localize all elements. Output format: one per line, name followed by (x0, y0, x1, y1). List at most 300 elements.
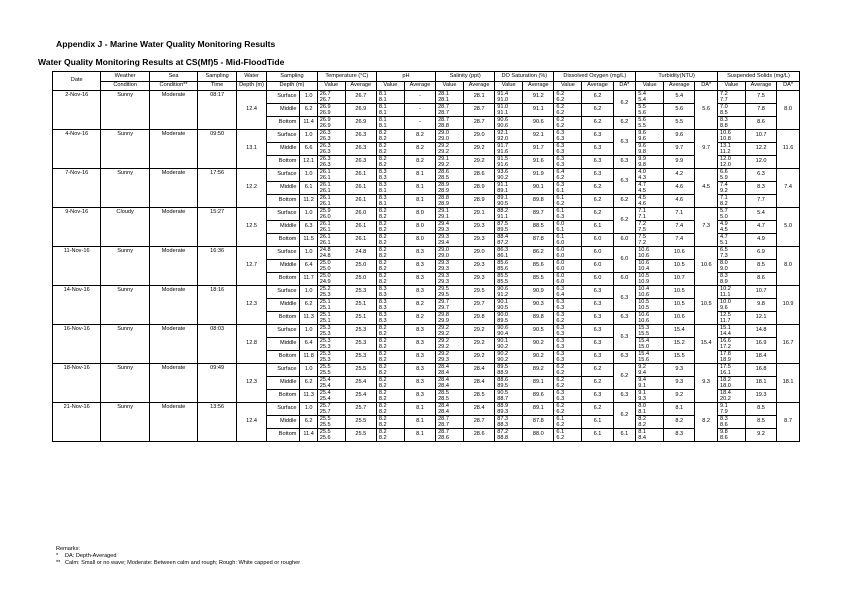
ss-value-cell (717, 169, 745, 182)
ph-value-1: 8.2 (378, 143, 387, 149)
temp-average-cell (345, 234, 376, 247)
do-value-cell (554, 156, 582, 169)
sal-avg: 28.4 (473, 405, 485, 412)
do-saturation-average-cell (523, 390, 554, 403)
sampling-level-cell (267, 247, 300, 260)
ss-average-cell (745, 260, 776, 273)
ph-value-1: 8.1 (378, 104, 387, 110)
do-avg: 6.2 (593, 184, 602, 191)
do-avg: 6.2 (593, 405, 602, 412)
temp-avg: 25.5 (355, 366, 367, 373)
dosat-value-1: 92.1 (497, 130, 509, 136)
ss-average-cell (745, 91, 776, 104)
dosat-value-1: 87.5 (497, 221, 509, 227)
header-ss-da: DA* (777, 82, 800, 91)
do-da-upper: 6.3 (620, 177, 629, 184)
do-saturation-value-cell (495, 390, 523, 403)
turb-avg: 5.6 (675, 106, 684, 113)
remark-text: Calm: Small or no wave; Moderate: Between calm and rough; Rough: White capped or rougher (65, 560, 301, 566)
turbidity-average-cell (664, 234, 695, 247)
ss-value-1: 8.3 (719, 416, 728, 422)
dosat-avg: 89.7 (532, 210, 544, 217)
salinity-average-cell (464, 273, 495, 286)
sampling-depth-cell (300, 338, 317, 351)
header-suspended-solids: Suspended Solids (mg/L) (717, 72, 799, 82)
ph-value-1: 8.2 (378, 429, 387, 435)
temp-avg: 25.3 (355, 288, 367, 295)
date-cell (53, 364, 101, 403)
turb-value-2: 10.4 (638, 266, 650, 272)
ss-value-2: 4.5 (719, 227, 728, 233)
do-average-cell (582, 312, 613, 325)
sal-value-2: 28.7 (438, 422, 449, 428)
sal-value-2: 29.4 (438, 240, 449, 246)
ph-value-cell (376, 117, 404, 130)
temp-value-1: 25.3 (319, 351, 331, 357)
ph-value-2: 8.2 (378, 331, 387, 337)
turbidity-average-cell (664, 403, 695, 416)
ss-value-cell (717, 130, 745, 143)
sal-value-2: 29.3 (438, 279, 449, 285)
do-value-1: 6.3 (556, 182, 565, 188)
dosat-value-1: 91.0 (497, 104, 509, 110)
dosat-value-2: 91.1 (497, 214, 509, 220)
ph-value-1: 8.3 (378, 169, 387, 175)
ph-value-1: 8.2 (378, 208, 387, 214)
ph-average-cell (404, 351, 435, 364)
do-saturation-average-cell (523, 364, 554, 377)
sampling-level-cell (267, 208, 300, 221)
sal-value-2: 28.1 (438, 97, 449, 103)
turb-value-2: 9.6 (638, 136, 646, 142)
sal-value-2: 28.5 (438, 396, 449, 402)
sampling-time-cell (198, 130, 237, 169)
ss-avg: 6.9 (757, 249, 765, 256)
do-value-cell (554, 91, 582, 104)
sampling-depth-cell (300, 156, 317, 169)
date-cell (53, 91, 101, 130)
do-avg: 6.3 (593, 327, 602, 334)
temp-value-1: 26.9 (319, 117, 331, 123)
ph-value-1: 8.3 (378, 182, 387, 188)
temp-value-2: 25.1 (319, 318, 331, 324)
ss-avg: 9.2 (757, 431, 765, 438)
turb-avg: 7.4 (675, 236, 684, 243)
do-value-2: 6.2 (556, 422, 565, 428)
table-row (53, 286, 800, 299)
ph-avg: 8.3 (416, 262, 424, 269)
do-value-cell (554, 364, 582, 377)
ss-value-1: 4.9 (719, 221, 728, 227)
ss-value-2: 8.9 (719, 279, 728, 285)
sal-avg: 29.0 (473, 132, 485, 139)
ss-value-cell (717, 247, 745, 260)
ph-value-cell (376, 104, 404, 117)
do-value-cell (554, 260, 582, 273)
remarks (56, 546, 300, 567)
turb-value-1: 10.5 (638, 273, 650, 279)
do-da-bottom-cell (613, 195, 636, 208)
date-text: 18-Nov-16 (63, 365, 90, 371)
dosat-avg: 85.5 (532, 275, 544, 282)
table-row (53, 91, 800, 104)
sampling-time-cell (198, 91, 237, 130)
header-do-da: DA* (613, 82, 636, 91)
ss-value-cell (717, 338, 745, 351)
ss-value-cell (717, 234, 745, 247)
ph-average-cell (404, 416, 435, 429)
turb-avg: 7.1 (675, 210, 684, 217)
ph-value-cell (376, 221, 404, 234)
water-depth-text: 12.5 (246, 223, 257, 230)
ss-avg: 18.1 (755, 379, 767, 386)
turbidity-average-cell (664, 208, 695, 221)
sampling-depth-cell (300, 377, 317, 390)
turb-value-1: 15.3 (638, 325, 650, 331)
water-depth-text: 12.2 (246, 184, 257, 191)
ph-value-1: 8.3 (378, 299, 387, 305)
sea-cell (149, 247, 197, 286)
salinity-average-cell (464, 143, 495, 156)
sal-value-2: 28.5 (438, 175, 449, 181)
turb-value-1: 9.9 (638, 156, 646, 162)
do-value-2: 6.4 (556, 292, 565, 298)
salinity-average-cell (464, 247, 495, 260)
dosat-value-1: 91.7 (497, 143, 509, 149)
ss-value-2: 11.1 (719, 292, 731, 298)
do-saturation-average-cell (523, 156, 554, 169)
do-saturation-value-cell (495, 338, 523, 351)
ss-value-1: 15.1 (719, 325, 731, 331)
ph-value-1: 8.2 (378, 390, 387, 396)
do-da-upper: 6.2 (620, 372, 629, 379)
do-saturation-average-cell (523, 247, 554, 260)
turb-avg: 9.7 (675, 145, 684, 152)
temp-value-1: 25.1 (319, 299, 331, 305)
do-avg: 6.0 (593, 262, 602, 269)
temp-value-cell (317, 416, 345, 429)
temp-average-cell (345, 143, 376, 156)
do-saturation-value-cell (495, 195, 523, 208)
ss-average-cell (745, 338, 776, 351)
ph-value-1: 8.2 (378, 247, 387, 253)
depth-text: 11.4 (303, 431, 314, 438)
temp-value-1: 26.1 (319, 182, 331, 188)
ph-average-cell (404, 221, 435, 234)
do-value-cell (554, 429, 582, 442)
temp-value-2: 26.1 (319, 227, 331, 233)
turb-value-2: 8.2 (638, 422, 646, 428)
dosat-avg: 89.1 (532, 379, 544, 386)
ss-value-cell (717, 286, 745, 299)
ss-average-cell (745, 182, 776, 195)
ss-avg: 4.7 (757, 223, 765, 230)
turb-avg: 9.9 (675, 158, 684, 165)
salinity-average-cell (464, 182, 495, 195)
temp-average-cell (345, 416, 376, 429)
do-avg: 6.3 (593, 288, 602, 295)
table-title: Water Quality Monitoring Results at CS(Mf)5 - Mid-FloodTide (38, 57, 285, 67)
do-saturation-value-cell (495, 286, 523, 299)
ph-average-cell (404, 377, 435, 390)
depth-text: 11.5 (303, 236, 314, 243)
ss-value-2: 8.6 (719, 422, 728, 428)
sal-value-1: 29.3 (438, 260, 449, 266)
ss-avg: 16.8 (755, 366, 767, 373)
temp-value-cell (317, 104, 345, 117)
sal-value-1: 28.4 (438, 377, 449, 383)
ph-average-cell (404, 286, 435, 299)
do-da-cell (613, 403, 636, 429)
ss-da-cell (777, 247, 800, 286)
turbidity-average-cell (664, 429, 695, 442)
dosat-value-1: 89.1 (497, 195, 509, 201)
do-value-cell (554, 416, 582, 429)
do-value-cell (554, 182, 582, 195)
temp-avg: 26.1 (355, 197, 367, 204)
do-value-2: 6.1 (556, 188, 565, 194)
sampling-level-cell (267, 117, 300, 130)
ss-average-cell (745, 208, 776, 221)
level-text: Bottom (278, 431, 297, 438)
temp-avg: 26.3 (355, 132, 367, 139)
do-value-1: 6.3 (556, 325, 565, 331)
date-text: 9-Nov-16 (65, 209, 89, 215)
ss-value-cell (717, 117, 745, 130)
do-value-1: 6.2 (556, 104, 565, 110)
salinity-value-cell (436, 234, 464, 247)
sal-avg: 29.1 (473, 210, 485, 217)
do-da-bottom: 6.3 (620, 158, 629, 165)
ph-value-2: 8.2 (378, 214, 387, 220)
do-value-1: 6.0 (556, 260, 565, 266)
salinity-value-cell (436, 143, 464, 156)
sal-avg: 29.0 (473, 249, 485, 256)
ss-da: 5.0 (784, 223, 792, 230)
do-da-cell (613, 247, 636, 273)
turb-avg: 8.1 (675, 405, 684, 412)
sampling-level-cell (267, 299, 300, 312)
header-ph-value: Value (376, 82, 404, 91)
ss-average-cell (745, 234, 776, 247)
temp-average-cell (345, 104, 376, 117)
do-value-cell (554, 104, 582, 117)
sampling-level-cell (267, 182, 300, 195)
ph-value-2: 8.1 (378, 97, 387, 103)
do-average-cell (582, 221, 613, 234)
turbidity-da-cell (695, 325, 718, 364)
ph-avg: 8.1 (416, 184, 424, 191)
ss-da: 11.6 (782, 145, 794, 152)
temp-value-2: 26.1 (319, 188, 331, 194)
sal-value-2: 29.1 (438, 214, 449, 220)
temp-value-2: 26.9 (319, 123, 331, 129)
ss-average-cell (745, 429, 776, 442)
do-value-cell (554, 117, 582, 130)
sampling-level-cell (267, 312, 300, 325)
depth-text: 11.4 (303, 119, 314, 126)
do-saturation-average-cell (523, 221, 554, 234)
do-avg: 6.2 (593, 106, 602, 113)
ss-value-2: 7.7 (719, 97, 728, 103)
ss-da: 18.1 (782, 379, 794, 386)
dosat-value-1: 91.4 (497, 91, 509, 97)
do-value-2: 6.3 (556, 149, 565, 155)
sampling-level-cell (267, 416, 300, 429)
weather-text: Cloudy (116, 209, 134, 215)
temp-value-1: 26.3 (319, 143, 331, 149)
turbidity-average-cell (664, 169, 695, 182)
dosat-value-1: 91.5 (497, 156, 509, 162)
header-ph: pH (376, 72, 435, 82)
ss-value-2: 5.0 (719, 214, 728, 220)
turbidity-value-cell (636, 364, 664, 377)
do-value-1: 6.1 (556, 195, 565, 201)
salinity-value-cell (436, 169, 464, 182)
do-saturation-average-cell (523, 299, 554, 312)
ph-value-cell (376, 208, 404, 221)
do-value-1: 6.3 (556, 156, 565, 162)
ph-avg: 8.3 (416, 288, 424, 295)
sal-avg: 29.3 (473, 223, 485, 230)
do-average-cell (582, 273, 613, 286)
sampling-level-cell (267, 286, 300, 299)
do-average-cell (582, 416, 613, 429)
temp-avg: 26.3 (355, 158, 367, 165)
temp-value-1: 25.4 (319, 390, 331, 396)
turb-value-2: 9.4 (638, 370, 646, 376)
do-average-cell (582, 143, 613, 156)
sal-value-2: 29.2 (438, 149, 449, 155)
ss-average-cell (745, 312, 776, 325)
weather-cell (101, 169, 149, 208)
ph-value-1: 8.2 (378, 273, 387, 279)
turbidity-average-cell (664, 117, 695, 130)
salinity-value-cell (436, 208, 464, 221)
turb-da: 10.6 (700, 262, 712, 269)
do-da-bottom: 6.2 (620, 197, 629, 204)
ss-average-cell (745, 143, 776, 156)
salinity-average-cell (464, 286, 495, 299)
ph-value-1: 8.1 (378, 117, 387, 123)
ph-value-cell (376, 286, 404, 299)
do-average-cell (582, 234, 613, 247)
sal-value-1: 29.7 (438, 299, 449, 305)
depth-text: 1.0 (304, 327, 313, 334)
ss-average-cell (745, 364, 776, 377)
level-text: Middle (280, 223, 297, 230)
sal-avg: 28.4 (473, 366, 485, 373)
level-text: Surface (277, 93, 297, 100)
turb-avg: 9.3 (675, 366, 684, 373)
ph-value-cell (376, 338, 404, 351)
sal-avg: 29.8 (473, 314, 485, 321)
ss-avg: 8.5 (757, 262, 765, 269)
dosat-value-1: 90.0 (497, 312, 509, 318)
temp-value-cell (317, 338, 345, 351)
depth-text: 1.0 (304, 288, 313, 295)
ss-avg: 19.3 (755, 392, 767, 399)
dosat-avg: 90.2 (532, 340, 544, 347)
sal-value-1: 28.7 (438, 429, 449, 435)
remark-mark: * (56, 553, 59, 559)
dosat-avg: 89.8 (532, 314, 544, 321)
turbidity-value-cell (636, 169, 664, 182)
ss-average-cell (745, 221, 776, 234)
ss-average-cell (745, 299, 776, 312)
table-body (53, 91, 800, 442)
do-average-cell (582, 403, 613, 416)
salinity-value-cell (436, 286, 464, 299)
level-text: Bottom (278, 275, 297, 282)
ss-average-cell (745, 286, 776, 299)
water-depth-text: 12.3 (246, 379, 257, 386)
temp-average-cell (345, 195, 376, 208)
turb-value-2: 10.6 (638, 318, 650, 324)
date-text: 16-Nov-16 (63, 326, 90, 332)
ss-value-cell (717, 260, 745, 273)
ss-da: 8.7 (784, 418, 792, 425)
temp-avg: 25.0 (355, 275, 367, 282)
level-text: Surface (277, 210, 297, 217)
ph-average-cell (404, 403, 435, 416)
sampling-time-cell (198, 247, 237, 286)
ph-value-2: 8.2 (378, 266, 387, 272)
temp-value-2: 26.7 (319, 97, 331, 103)
ss-da-cell (777, 403, 800, 442)
dosat-value-2: 90.6 (497, 123, 509, 129)
water-depth-cell (237, 403, 267, 442)
do-avg: 6.0 (593, 249, 602, 256)
ph-value-cell (376, 416, 404, 429)
do-value-2: 6.2 (556, 435, 565, 441)
do-avg: 6.2 (593, 210, 602, 217)
ph-value-cell (376, 299, 404, 312)
do-value-2: 6.3 (556, 396, 565, 402)
do-saturation-average-cell (523, 208, 554, 221)
sampling-level-cell (267, 143, 300, 156)
ph-average-cell (404, 299, 435, 312)
temp-average-cell (345, 169, 376, 182)
sampling-time-cell (198, 208, 237, 247)
ph-avg: 8.3 (416, 366, 424, 373)
do-value-2: 6.2 (556, 110, 565, 116)
weather-text: Sunny (117, 365, 134, 371)
depth-text: 11.8 (303, 353, 314, 360)
salinity-value-cell (436, 195, 464, 208)
dosat-value-2: 89.5 (497, 318, 509, 324)
time-text: 16:36 (210, 248, 225, 254)
weather-text: Sunny (117, 131, 134, 137)
remark-mark: ** (56, 560, 61, 566)
temp-avg: 26.1 (355, 223, 367, 230)
do-avg: 6.3 (593, 314, 602, 321)
dosat-value-1: 87.2 (497, 429, 509, 435)
do-value-1: 6.0 (556, 247, 565, 253)
do-average-cell (582, 377, 613, 390)
sal-value-1: 29.2 (438, 325, 449, 331)
do-avg: 6.2 (593, 366, 602, 373)
dosat-avg: 85.6 (532, 262, 544, 269)
ss-value-1: 6.5 (719, 247, 728, 253)
sampling-level-cell (267, 351, 300, 364)
turb-value-2: 7.1 (638, 214, 646, 220)
header-sal-value: Value (436, 82, 464, 91)
temp-avg: 25.3 (355, 353, 367, 360)
ph-value-1: 8.1 (378, 91, 387, 97)
do-avg: 6.0 (593, 236, 602, 243)
salinity-average-cell (464, 390, 495, 403)
